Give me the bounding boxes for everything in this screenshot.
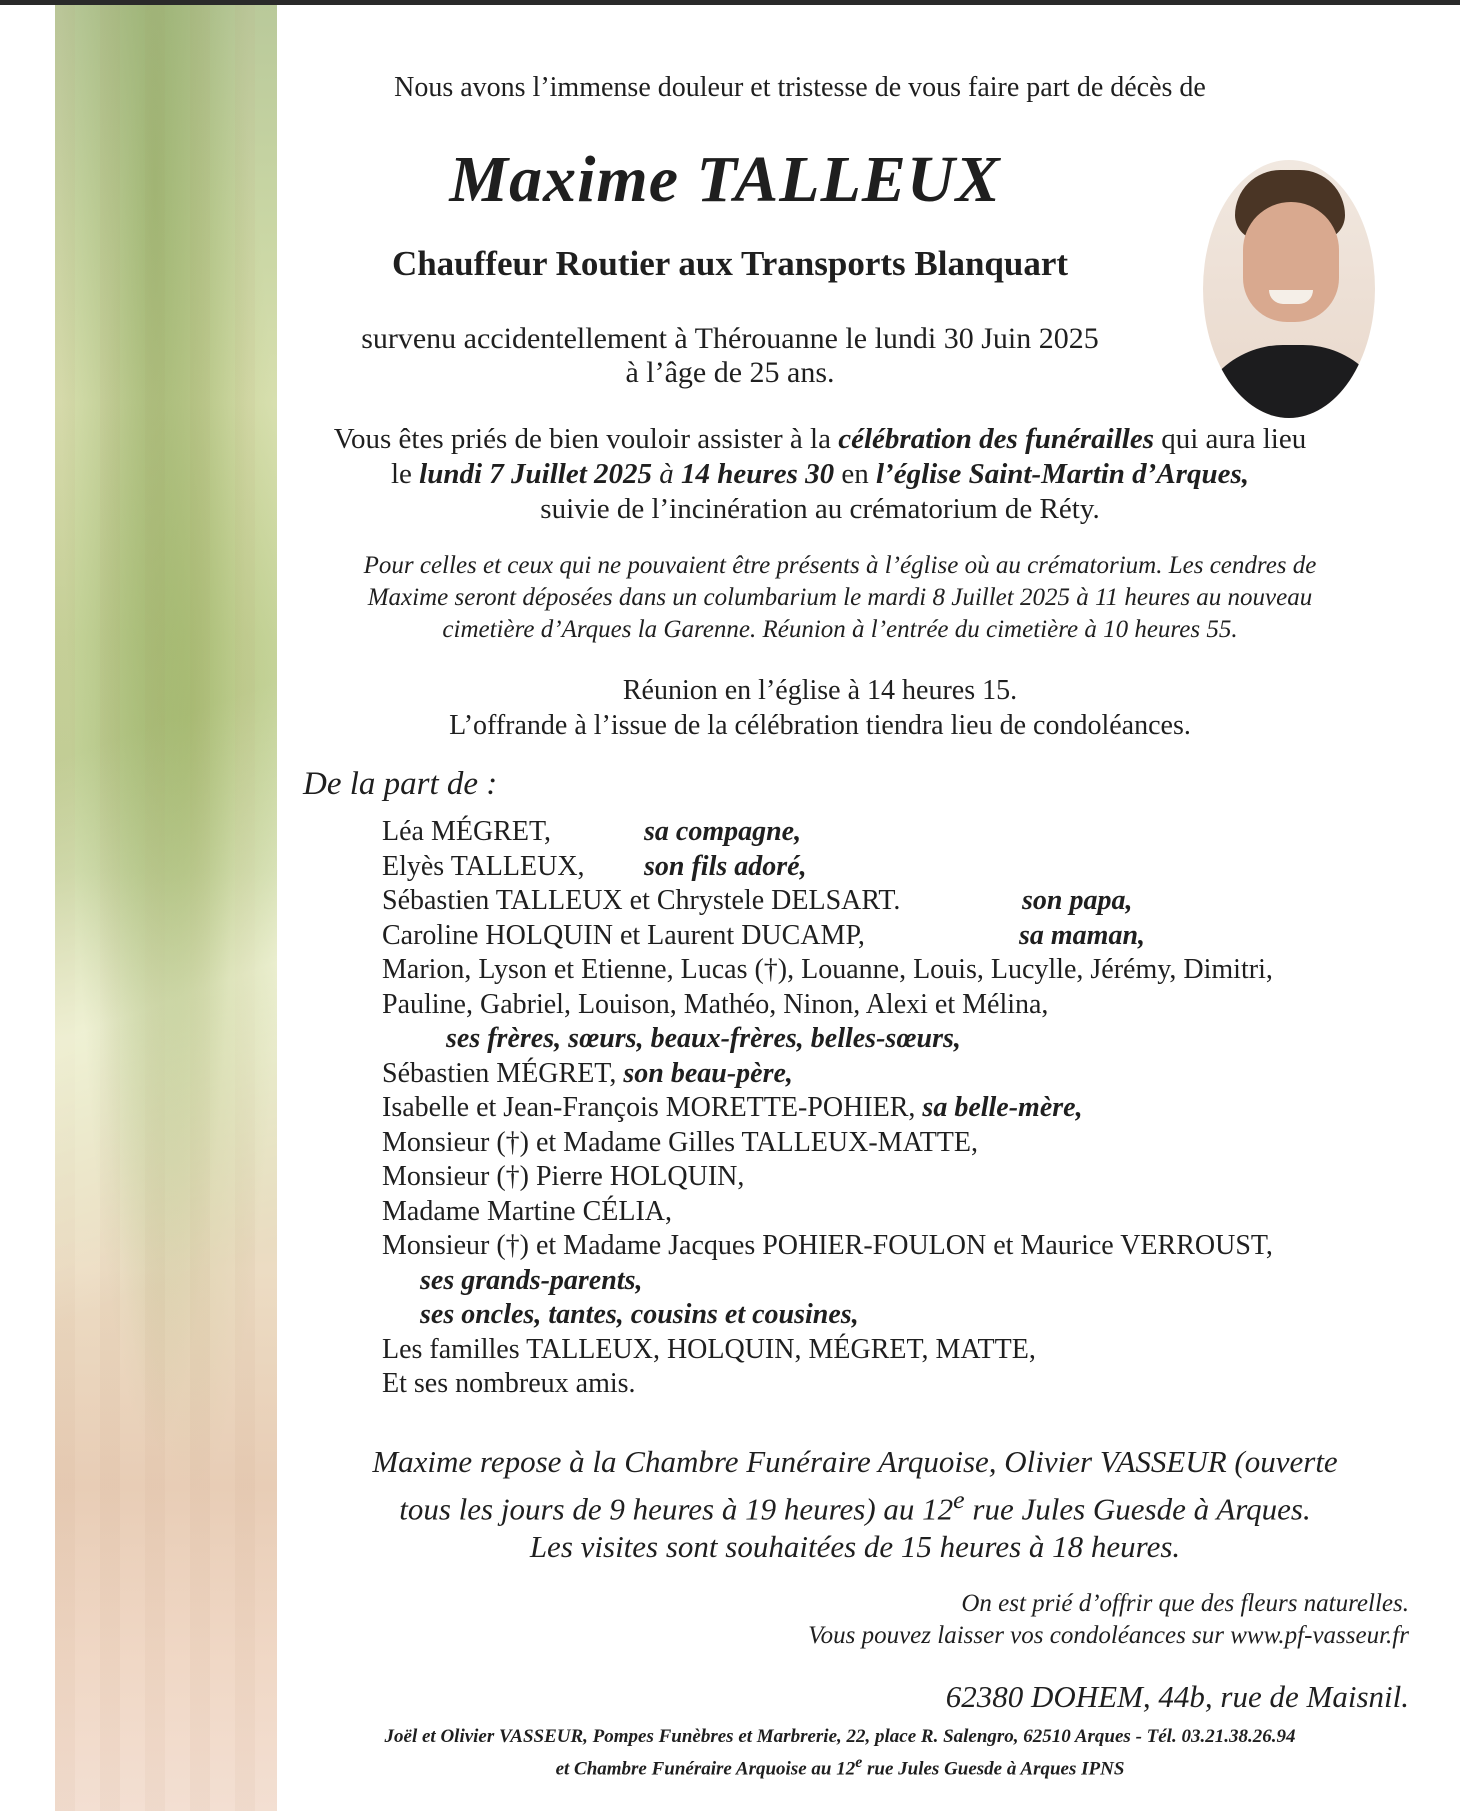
list-item: Madame Martine CÉLIA,: [382, 1195, 673, 1227]
deceased-name: Maxime TALLEUX: [449, 143, 1001, 216]
family-list: [382, 815, 1273, 1402]
list-item: Et ses nombreux amis.: [382, 1368, 636, 1399]
meeting-info: Réunion en l’église à 14 heures 15. L’offrande à l’issue de la célébration tiendra lieu de condoléances.: [449, 675, 1191, 741]
family-address: 62380 DOHEM, 44b, rue de Maisnil.: [945, 1679, 1409, 1714]
columbarium-note: Pour celles et ceux qui ne pouvaient être présents à l’église où au crématorium. Les cendres de Maxime seront déposées dans un columbarium le mardi 8 Juillet 2025 à 11 heures au nouveau cimetière d’Arques la Garenne. Réunion à l’entrée du cimetière à 10 heures 55.: [363, 552, 1317, 643]
flowers-note: On est prié d’offrir que des fleurs naturelles. Vous pouvez laisser vos condoléances sur www.pf-vasseur.fr: [808, 1590, 1409, 1649]
list-item: Isabelle et Jean-François MORETTE-POHIER, sa belle-mère,: [382, 1092, 1083, 1123]
funeral-details: Vous êtes priés de bien vouloir assister à la célébration des funérailles qui aura lieu le lundi 7 Juillet 2025 à 14 heures 30 en l’église Saint-Martin d’Arques, suivie de l’incinération au crématorium de Réty.: [333, 423, 1307, 525]
repose-info: Maxime repose à la Chambre Funéraire Arquoise, Olivier VASSEUR (ouverte tous les jours de 9 heures à 19 heures) au 12e rue Jules Guesde à Arques. Les visites sont souhaitées de 15 heures à 18 heures.: [372, 1444, 1338, 1565]
portrait-photo: [1203, 160, 1375, 418]
list-item: Les familles TALLEUX, HOLQUIN, MÉGRET, MATTE,: [382, 1333, 1036, 1365]
list-item: Léa MÉGRET, sa compagne,: [382, 816, 802, 847]
occupation: Chauffeur Routier aux Transports Blanquart: [391, 244, 1069, 283]
list-item: Sébastien MÉGRET, son beau-père,: [382, 1057, 793, 1089]
age-at-death: à l’âge de 25 ans.: [625, 356, 835, 389]
list-item: ses grands-parents,: [420, 1264, 643, 1296]
list-item: Elyès TALLEUX, son fils adoré,: [382, 850, 807, 882]
list-item: ses frères, sœurs, beaux-frères, belles-sœurs,: [446, 1023, 961, 1054]
forest-path-photo: [55, 5, 277, 1811]
from-label: De la part de :: [303, 766, 498, 802]
list-item: Pauline, Gabriel, Louison, Mathéo, Ninon, Alexi et Mélina,: [382, 988, 1049, 1020]
death-circumstances: survenu accidentellement à Thérouanne le lundi 30 Juin 2025: [361, 322, 1099, 355]
list-item: Monsieur (†) et Madame Gilles TALLEUX-MATTE,: [382, 1126, 978, 1158]
list-item: Marion, Lyson et Etienne, Lucas (†), Louanne, Louis, Lucylle, Jérémy, Dimitri,: [382, 954, 1273, 985]
list-item: Sébastien TALLEUX et Chrystele DELSART. son papa,: [382, 885, 1133, 916]
list-item: Monsieur (†) Pierre HOLQUIN,: [382, 1161, 745, 1192]
intro-text: Nous avons l’immense douleur et tristesse de vous faire part de décès de: [394, 72, 1206, 103]
list-item: Caroline HOLQUIN et Laurent DUCAMP, sa maman,: [382, 919, 1146, 951]
list-item: ses oncles, tantes, cousins et cousines,: [420, 1299, 859, 1330]
list-item: Monsieur (†) et Madame Jacques POHIER-FOULON et Maurice VERROUST,: [382, 1230, 1273, 1261]
funeral-home-footer: Joël et Olivier VASSEUR, Pompes Funèbres et Marbrerie, 22, place R. Salengro, 62510 Arques - Tél. 03.21.38.26.94 et Chambre Funéraire Arquoise au 12e rue Jules Guesde à Arques IPNS: [384, 1726, 1296, 1780]
